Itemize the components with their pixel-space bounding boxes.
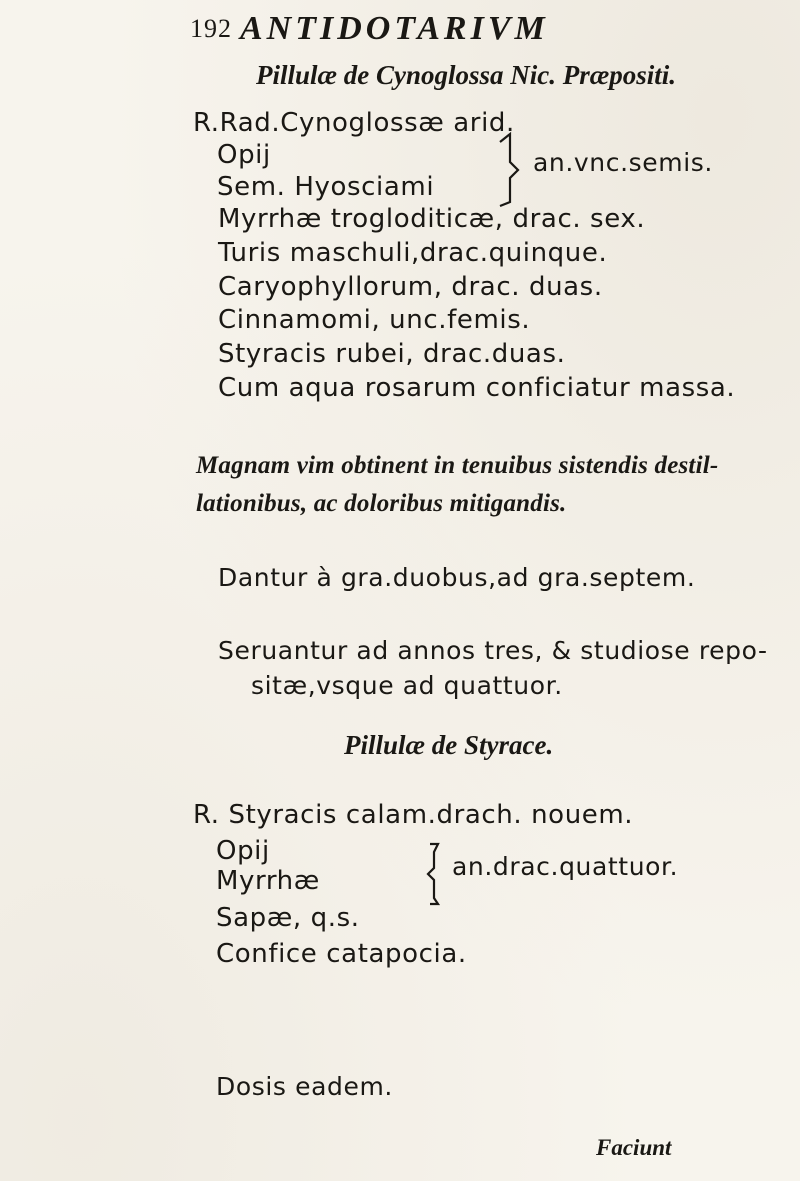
recipe-braced-item: R.Rad.Cynoglossæ arid. [193,108,515,138]
recipe-line: Sapæ, q.s. [216,903,360,933]
note-line: Magnam vim obtinent in tenuibus sistendis destil- [196,452,719,479]
section-title: Pillulæ de Styrace. [344,730,554,760]
brace-mark [424,838,446,908]
page-number: 192 [190,14,232,43]
brace-mark [496,112,526,212]
storage-line: Seruantur ad annos tres, & studiose repo- [218,636,768,665]
storage-line: sitæ,vsque ad quattuor. [251,671,563,700]
dose-line: Dosis eadem. [216,1072,393,1101]
recipe-line: Myrrhæ trogloditicæ, drac. sex. [218,204,646,234]
recipe-line: Cinnamomi, unc.femis. [218,305,531,335]
note-line: lationibus, ac doloribus mitigandis. [196,490,567,517]
catchword: Faciunt [596,1135,672,1160]
recipe-line: Turis maschuli,drac.quinque. [218,238,608,268]
recipe-braced-item: Sem. Hyosciami [217,172,435,202]
recipe-line: Caryophyllorum, drac. duas. [218,272,603,302]
recipe-quantity: an.drac.quattuor. [452,852,679,881]
recipe-braced-item: Opij [217,140,271,170]
recipe-line: Cum aqua rosarum conficiatur massa. [218,373,736,403]
recipe-line: Styracis rubei, drac.duas. [218,339,566,369]
running-head: ANTIDOTARIVM [240,10,549,47]
recipe-line: R. Styracis calam.drach. nouem. [193,800,634,830]
dose-line: Dantur à gra.duobus,ad gra.septem. [218,563,696,592]
recipe-braced-item: Myrrhæ [216,866,320,896]
recipe-braced-item: Opij [216,836,270,866]
section-title: Pillulæ de Cynoglossa Nic. Præpositi. [256,60,677,90]
recipe-line: Confice catapocia. [216,939,467,969]
recipe-quantity: an.vnc.semis. [533,148,713,177]
